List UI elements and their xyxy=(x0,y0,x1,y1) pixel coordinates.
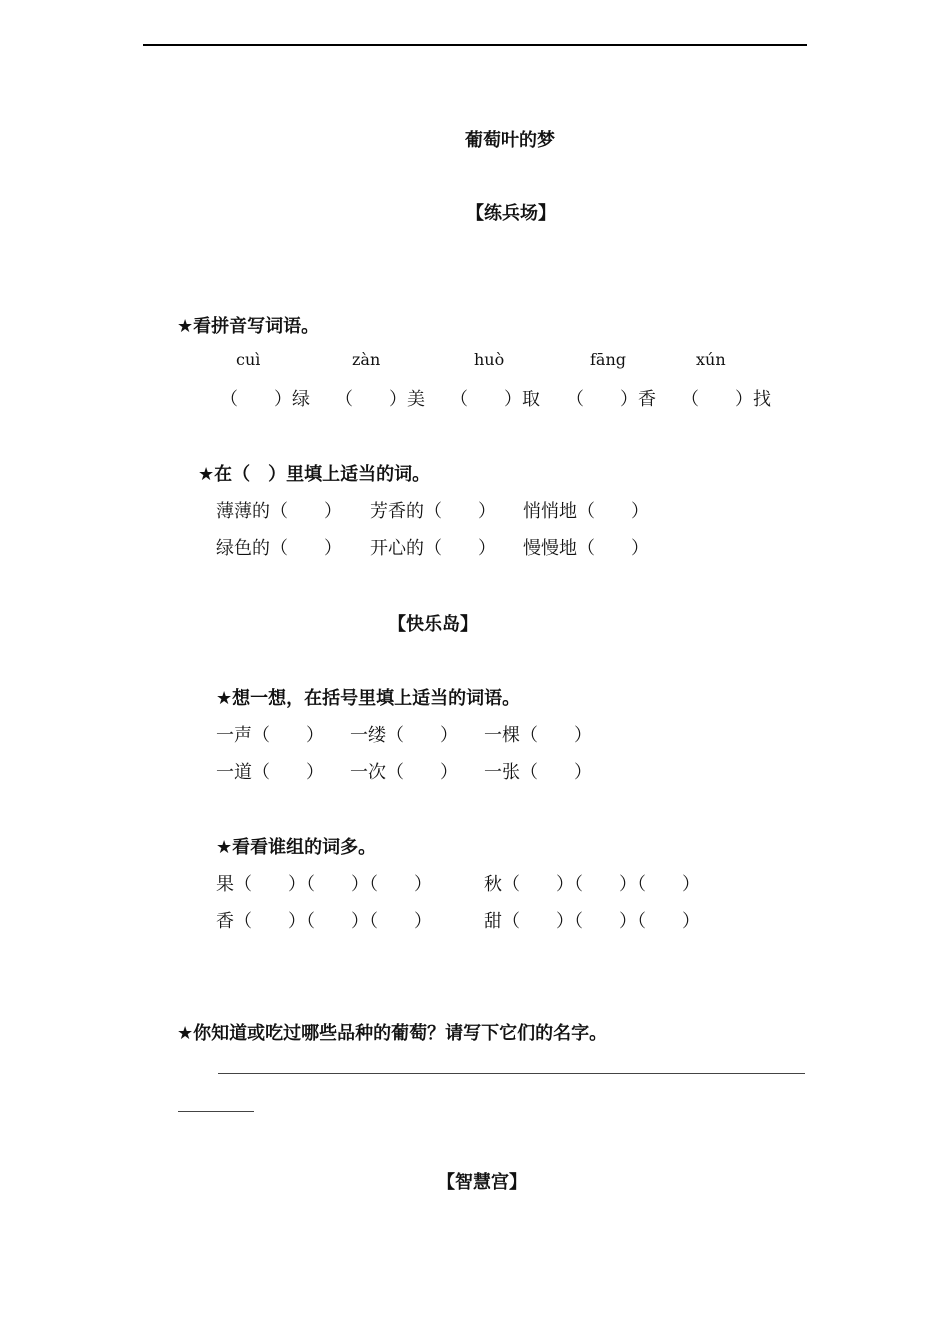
pinyin-4: fāng xyxy=(590,350,627,369)
pinyin-answer-2: （ ）美 xyxy=(335,389,425,410)
word-building-item: 秋（ ）（ ）（ ） xyxy=(484,874,700,895)
measure-item: 一棵（ ） xyxy=(484,725,592,746)
header-rule xyxy=(143,44,807,46)
question-fill-words-prompt: ★在（ ）里填上适当的词。 xyxy=(198,464,431,485)
pinyin-answer-4: （ ）香 xyxy=(566,389,656,410)
word-building-item: 香（ ）（ ）（ ） xyxy=(216,911,432,932)
section-heading-practice: 【练兵场】 xyxy=(466,203,556,224)
question-pinyin-prompt: ★看拼音写词语。 xyxy=(177,316,320,337)
answer-line xyxy=(218,1073,805,1074)
pinyin-3: huò xyxy=(474,350,505,369)
page-title: 葡萄叶的梦 xyxy=(465,130,555,151)
measure-item: 一缕（ ） xyxy=(350,725,458,746)
word-building-item: 甜（ ）（ ）（ ） xyxy=(484,911,700,932)
measure-item: 一道（ ） xyxy=(216,762,324,783)
section-heading-wisdom-palace: 【智慧宫】 xyxy=(437,1172,527,1193)
pinyin-answer-1: （ ）绿 xyxy=(220,389,310,410)
pinyin-2: zàn xyxy=(352,350,381,369)
measure-item: 一次（ ） xyxy=(350,762,458,783)
fill-item: 绿色的（ ） xyxy=(216,538,342,559)
question-word-building-prompt: ★看看谁组的词多。 xyxy=(216,837,377,858)
pinyin-answer-3: （ ）取 xyxy=(450,389,540,410)
pinyin-5: xún xyxy=(696,350,726,369)
fill-item: 悄悄地（ ） xyxy=(523,501,649,522)
fill-item: 芳香的（ ） xyxy=(370,501,496,522)
section-heading-happy-island: 【快乐岛】 xyxy=(388,614,478,635)
answer-line xyxy=(178,1111,254,1112)
question-measure-words-prompt: ★想一想，在括号里填上适当的词语。 xyxy=(216,688,521,709)
question-grape-varieties-prompt: ★你知道或吃过哪些品种的葡萄？请写下它们的名字。 xyxy=(177,1023,608,1044)
word-building-item: 果（ ）（ ）（ ） xyxy=(216,874,432,895)
measure-item: 一声（ ） xyxy=(216,725,324,746)
pinyin-1: cuì xyxy=(236,350,261,369)
fill-item: 薄薄的（ ） xyxy=(216,501,342,522)
pinyin-answer-5: （ ）找 xyxy=(681,389,771,410)
measure-item: 一张（ ） xyxy=(484,762,592,783)
fill-item: 开心的（ ） xyxy=(370,538,496,559)
fill-item: 慢慢地（ ） xyxy=(523,538,649,559)
